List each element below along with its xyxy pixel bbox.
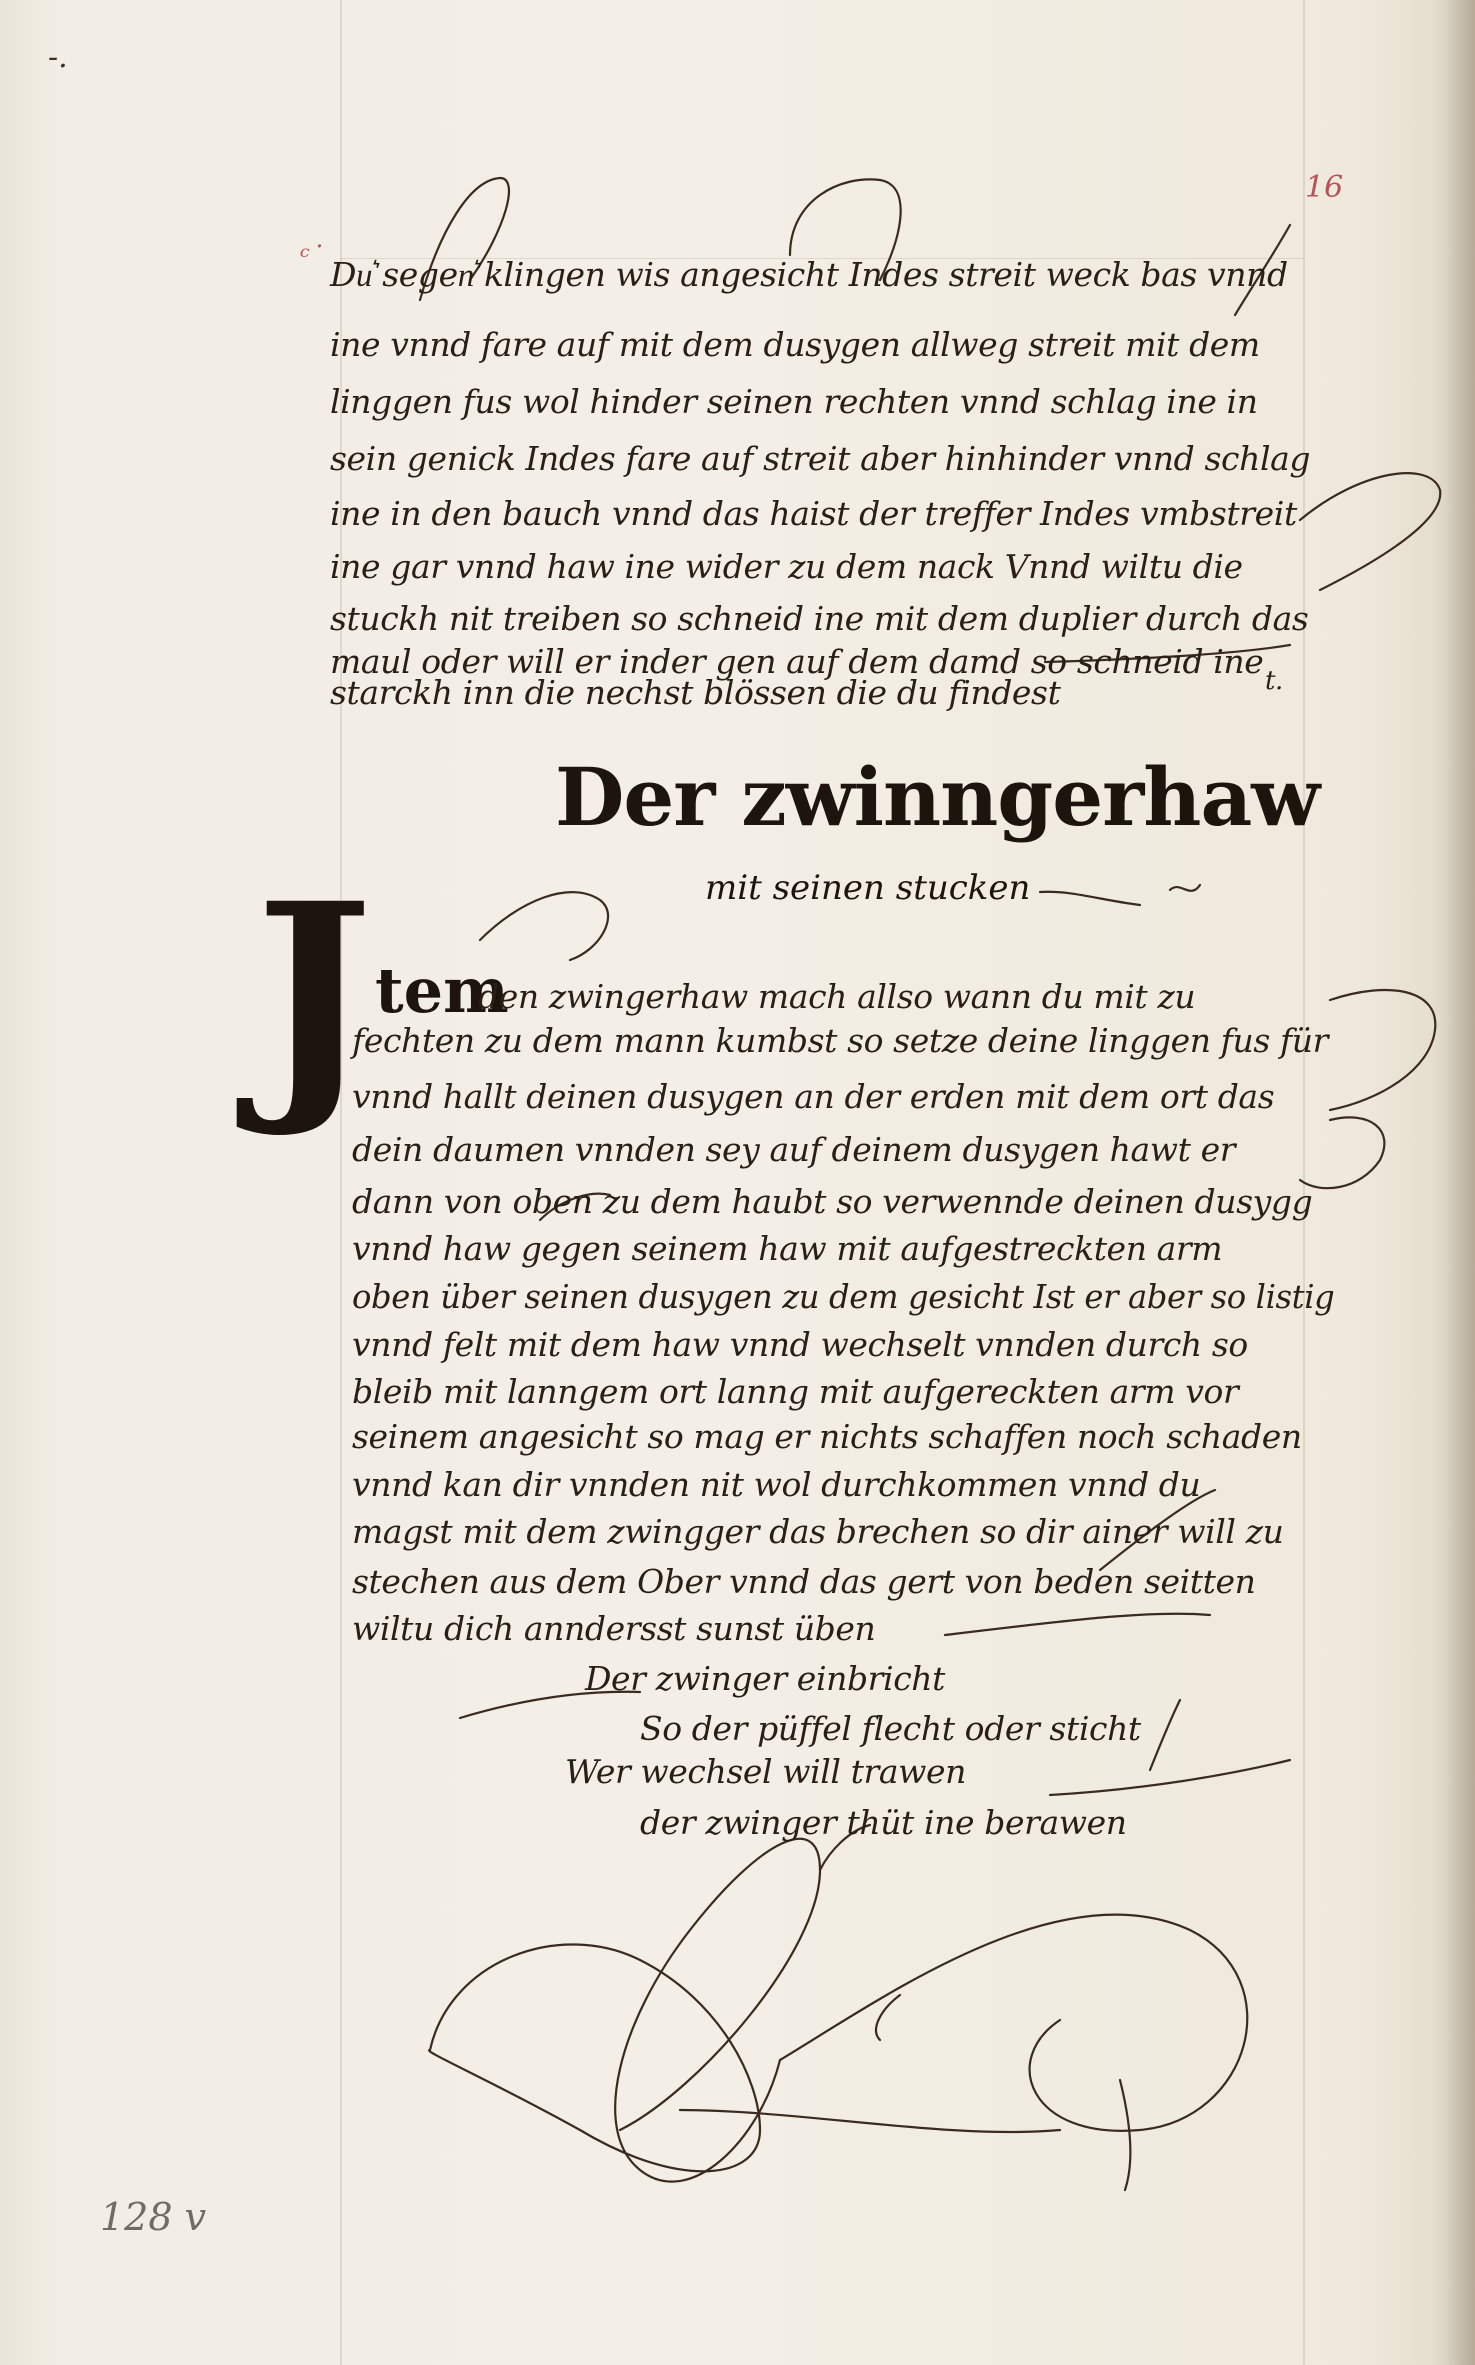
folio-mark: 128 v xyxy=(100,2195,207,2239)
top-corner-mark: -. xyxy=(48,40,68,75)
paragraph-two-line: fechten zu dem mann kumbst so setze deine linggen fus für xyxy=(352,1021,1329,1060)
paragraph-two-line: vnnd haw gegen seinem haw mit aufgestreckten arm xyxy=(352,1229,1223,1268)
paragraph-two-line: dann von oben zu dem haubt so verwennde deinen dusygg xyxy=(352,1182,1313,1221)
paragraph-one-line: maul oder will er inder gen auf dem damd so schneid ine xyxy=(330,642,1264,681)
verse-line: der zwinger thüt ine berawen xyxy=(640,1803,1127,1842)
paragraph-two-first-word: tem xyxy=(375,954,509,1027)
paragraph-one-line: ine in den bauch vnnd das haist der treffer Indes vmbstreit xyxy=(330,494,1297,533)
line-end-mark: t. xyxy=(1265,666,1283,696)
paragraph-two-line: vnnd felt mit dem haw vnnd wechselt vnnden durch so xyxy=(352,1325,1248,1364)
paragraph-two-line: wiltu dich anndersst sunst üben xyxy=(352,1609,876,1648)
paragraph-one-line: ine vnnd fare auf mit dem dusygen allweg streit mit dem xyxy=(330,325,1260,364)
paragraph-one-line: sein genick Indes fare auf streit aber hinhinder vnnd schlag xyxy=(330,439,1311,478)
marginal-mark-left: ᶜ˙ xyxy=(300,240,324,273)
decorated-initial: J xyxy=(255,848,374,1142)
verse-line: Der zwinger einbricht xyxy=(585,1659,945,1698)
paragraph-two-line: oben über seinen dusygen zu dem gesicht Ist er aber so listig xyxy=(352,1277,1335,1316)
paragraph-two-line: stechen aus dem Ober vnnd das gert von beden seitten xyxy=(352,1562,1256,1601)
folio-number: 16 xyxy=(1305,170,1344,205)
paragraph-one-line: linggen fus wol hinder seinen rechten vnnd schlag ine in xyxy=(330,382,1258,421)
section-title: Der zwinngerhaw xyxy=(555,750,1320,844)
paragraph-two-line: dein daumen vnnden sey auf deinem dusygen hawt er xyxy=(352,1130,1236,1169)
section-subtitle: mit seinen stucken xyxy=(705,868,1031,908)
verse-line: So der püffel flecht oder sticht xyxy=(640,1709,1141,1748)
paragraph-one-line: stuckh nit treiben so schneid ine mit dem duplier durch das xyxy=(330,599,1309,638)
paragraph-two-line: seinem angesicht so mag er nichts schaffen noch schaden xyxy=(352,1417,1302,1456)
page-edge-shadow xyxy=(1445,0,1475,2365)
verse-line: Wer wechsel will trawen xyxy=(565,1752,966,1791)
paragraph-two-line: bleib mit lanngem ort lanng mit aufgereckten arm vor xyxy=(352,1372,1239,1411)
paragraph-one-line: ine gar vnnd haw ine wider zu dem nack Vnnd wiltu die xyxy=(330,547,1243,586)
paragraph-two-line: vnnd kan dir vnnden nit wol durchkommen vnnd du xyxy=(352,1465,1201,1504)
paragraph-one-line: Du͛ segen͛ klingen wis angesicht Indes streit weck bas vnnd xyxy=(330,255,1288,294)
paragraph-one-line: starckh inn die nechst blössen die du findest xyxy=(330,673,1061,712)
paragraph-two-line: vnnd hallt deinen dusygen an der erden mit dem ort das xyxy=(352,1077,1275,1116)
paragraph-two-line: den zwingerhaw mach allso wann du mit zu xyxy=(478,977,1196,1016)
paragraph-two-line: magst mit dem zwingger das brechen so dir ainer will zu xyxy=(352,1512,1284,1551)
